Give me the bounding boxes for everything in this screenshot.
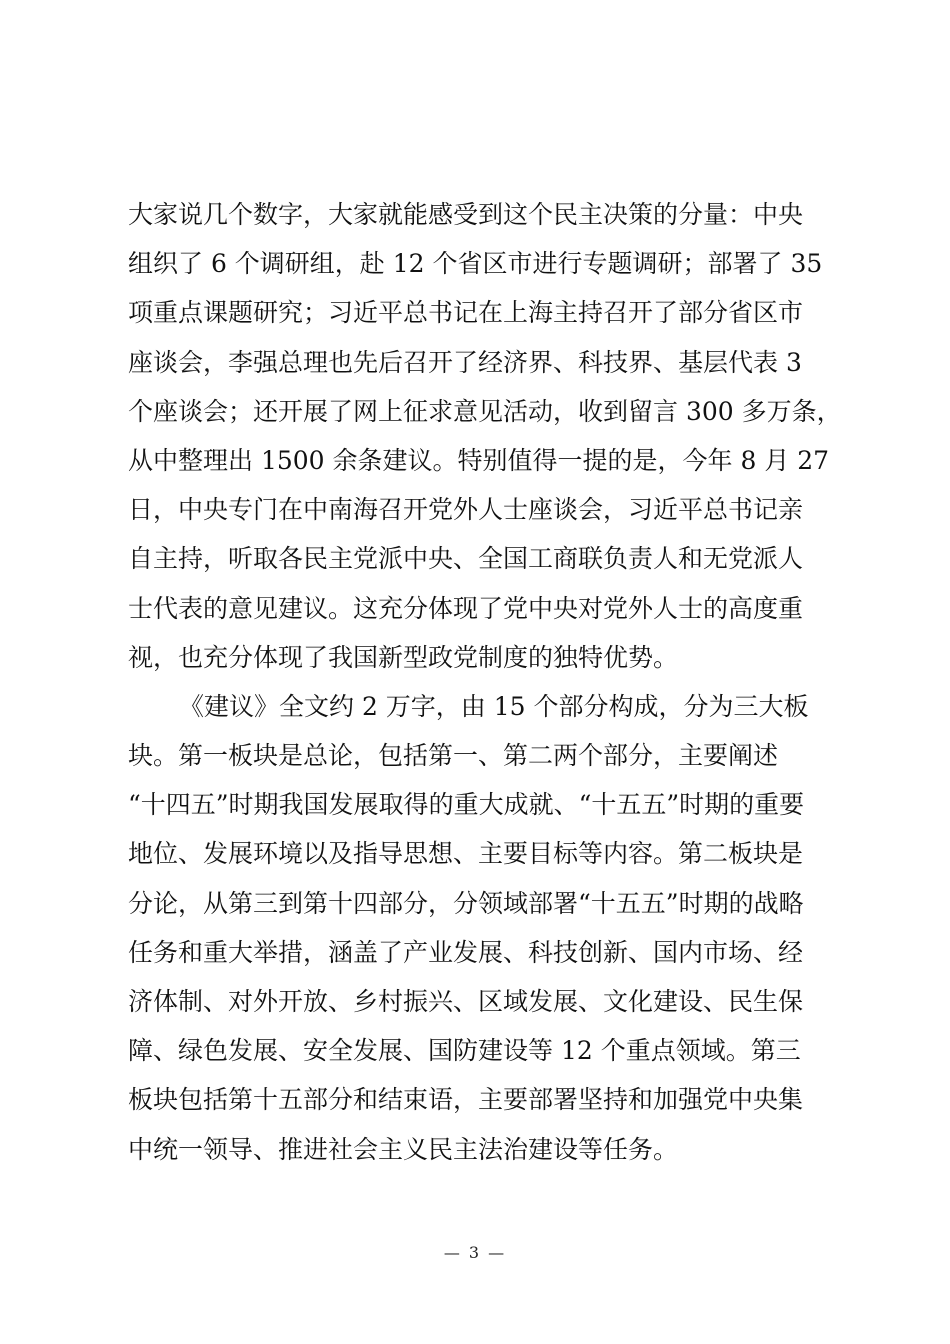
body-text	[128, 190, 848, 1174]
text-line: “十四五”时期我国发展取得的重大成就、“十五五”时期的重要	[128, 790, 805, 820]
text-line: 中统一领导、推进社会主义民主法治建设等任务。	[128, 1134, 679, 1164]
paragraph-1	[128, 190, 848, 682]
text-line: 块。第一板块是总论，包括第一、第二两个部分，主要阐述	[128, 741, 779, 771]
text-line: 视，也充分体现了我国新型政党制度的独特优势。	[128, 642, 679, 672]
text-line: 任务和重大举措，涵盖了产业发展、科技创新、国内市场、经	[128, 937, 804, 967]
text-line: 济体制、对外开放、乡村振兴、区域发展、文化建设、民生保	[128, 987, 804, 1016]
text-line: 座谈会，李强总理也先后召开了经济界、科技界、基层代表 3	[128, 347, 802, 377]
text-line: 大家说几个数字，大家就能感受到这个民主决策的分量：中央	[128, 200, 804, 229]
text-line: 项重点课题研究；习近平总书记在上海主持召开了部分省区市	[128, 298, 804, 328]
text-line: 士代表的意见建议。这充分体现了党中央对党外人士的高度重	[128, 593, 804, 623]
text-line: 日，中央专门在中南海召开党外人士座谈会，习近平总书记亲	[128, 495, 804, 525]
text-line: 个座谈会；还开展了网上征求意见活动，收到留言 300 多万条，	[128, 396, 842, 426]
text-line: 地位、发展环境以及指导思想、主要目标等内容。第二板块是	[128, 839, 804, 869]
text-line: 障、绿色发展、安全发展、国防建设等 12 个重点领域。第三	[128, 1036, 801, 1066]
text-line: 组织了 6 个调研组，赴 12 个省区市进行专题调研；部署了 35	[128, 249, 823, 279]
page-number: — 3 —	[443, 1243, 507, 1262]
text-line: 板块包括第十五部分和结束语，主要部署坚持和加强党中央集	[128, 1085, 804, 1115]
text-line: 自主持，听取各民主党派中央、全国工商联负责人和无党派人	[128, 544, 804, 574]
text-line: 《建议》全文约 2 万字，由 15 个部分构成，分为三大板	[179, 691, 809, 721]
text-line: 从中整理出 1500 余条建议。特别值得一提的是，今年 8 月 27	[128, 445, 830, 475]
text-line: 分论，从第三到第十四部分，分领域部署“十五五”时期的战略	[128, 888, 804, 918]
paragraph-2	[128, 682, 848, 1174]
